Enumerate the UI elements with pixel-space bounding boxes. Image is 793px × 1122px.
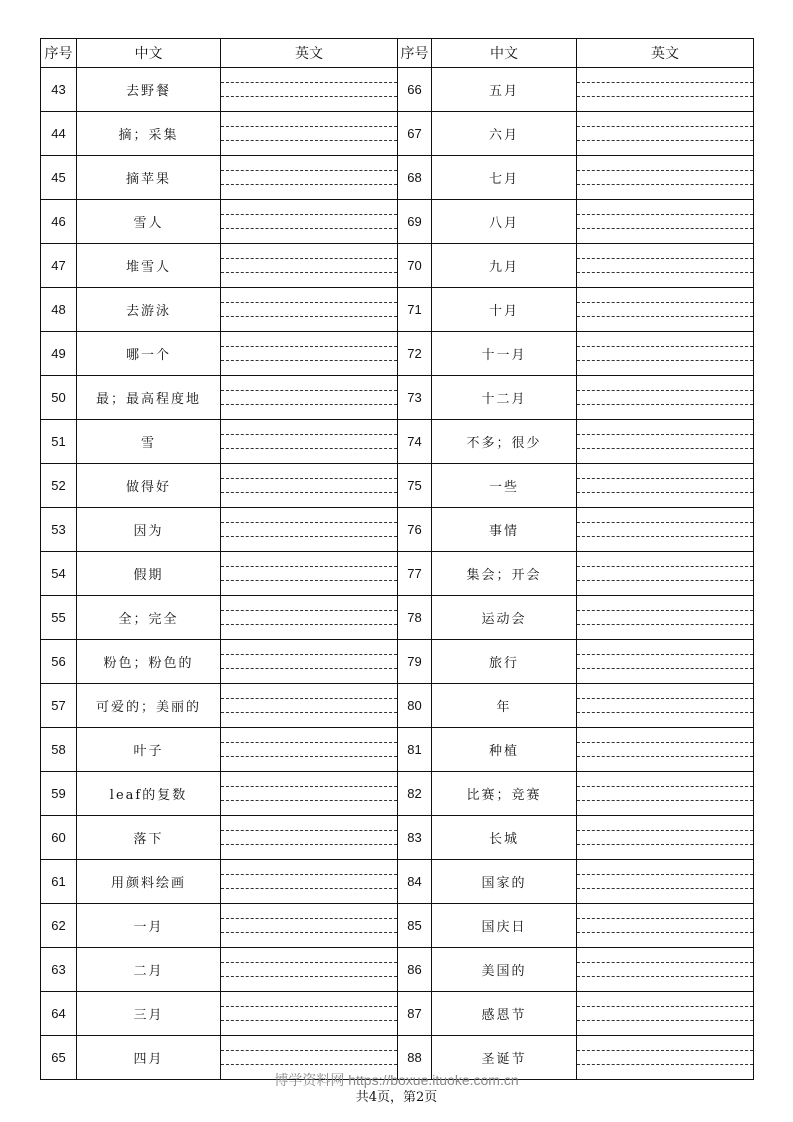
english-answer-blank[interactable] xyxy=(577,68,754,112)
chinese-term: 二月 xyxy=(77,948,221,992)
dashed-writing-line xyxy=(577,566,753,567)
dashed-writing-line xyxy=(221,610,397,611)
english-answer-blank[interactable] xyxy=(577,728,754,772)
table-row xyxy=(41,728,754,772)
item-number: 65 xyxy=(41,1036,77,1080)
item-number: 69 xyxy=(398,200,432,244)
dashed-writing-line xyxy=(577,272,753,273)
dashed-writing-line xyxy=(221,580,397,581)
dashed-writing-line xyxy=(577,786,753,787)
chinese-term: 国家的 xyxy=(432,860,577,904)
dashed-writing-line xyxy=(221,434,397,435)
english-answer-blank[interactable] xyxy=(577,288,754,332)
item-number: 82 xyxy=(398,772,432,816)
dashed-writing-line xyxy=(221,962,397,963)
item-number: 86 xyxy=(398,948,432,992)
english-answer-blank[interactable] xyxy=(577,332,754,376)
dashed-writing-line xyxy=(577,522,753,523)
dashed-writing-line xyxy=(577,346,753,347)
english-answer-blank[interactable] xyxy=(577,904,754,948)
dashed-writing-line xyxy=(577,228,753,229)
table-row xyxy=(41,684,754,728)
chinese-term: 事情 xyxy=(432,508,577,552)
english-answer-blank[interactable] xyxy=(577,156,754,200)
dashed-writing-line xyxy=(577,800,753,801)
chinese-term: 一月 xyxy=(77,904,221,948)
dashed-writing-line xyxy=(577,536,753,537)
dashed-writing-line xyxy=(221,976,397,977)
dashed-writing-line xyxy=(221,126,397,127)
table-row xyxy=(41,288,754,332)
item-number: 47 xyxy=(41,244,77,288)
chinese-term: 十一月 xyxy=(432,332,577,376)
english-answer-blank[interactable] xyxy=(221,684,398,728)
dashed-writing-line xyxy=(577,390,753,391)
header-english-right: 英文 xyxy=(577,39,754,68)
item-number: 48 xyxy=(41,288,77,332)
dashed-writing-line xyxy=(221,272,397,273)
chinese-term: 十二月 xyxy=(432,376,577,420)
english-answer-blank[interactable] xyxy=(577,200,754,244)
english-answer-blank[interactable] xyxy=(577,992,754,1036)
english-answer-blank[interactable] xyxy=(577,684,754,728)
table-row xyxy=(41,860,754,904)
english-answer-blank[interactable] xyxy=(577,420,754,464)
page-info: 共4页，第2页 xyxy=(355,1090,438,1105)
dashed-writing-line xyxy=(221,756,397,757)
item-number: 74 xyxy=(398,420,432,464)
english-answer-blank[interactable] xyxy=(221,376,398,420)
item-number: 59 xyxy=(41,772,77,816)
item-number: 45 xyxy=(41,156,77,200)
english-answer-blank[interactable] xyxy=(577,376,754,420)
item-number: 68 xyxy=(398,156,432,200)
item-number: 66 xyxy=(398,68,432,112)
dashed-writing-line xyxy=(221,874,397,875)
chinese-term: 七月 xyxy=(432,156,577,200)
dashed-writing-line xyxy=(577,698,753,699)
item-number: 53 xyxy=(41,508,77,552)
item-number: 60 xyxy=(41,816,77,860)
chinese-term: 集会；开会 xyxy=(432,552,577,596)
dashed-writing-line xyxy=(577,976,753,977)
english-answer-blank[interactable] xyxy=(221,156,398,200)
table-row xyxy=(41,904,754,948)
dashed-writing-line xyxy=(221,654,397,655)
table-row xyxy=(41,772,754,816)
item-number: 56 xyxy=(41,640,77,684)
dashed-writing-line xyxy=(221,302,397,303)
dashed-writing-line xyxy=(221,800,397,801)
item-number: 72 xyxy=(398,332,432,376)
dashed-writing-line xyxy=(221,1050,397,1051)
chinese-term: 假期 xyxy=(77,552,221,596)
dashed-writing-line xyxy=(221,830,397,831)
dashed-writing-line xyxy=(221,624,397,625)
item-number: 75 xyxy=(398,464,432,508)
dashed-writing-line xyxy=(577,1020,753,1021)
english-answer-blank[interactable] xyxy=(577,596,754,640)
chinese-term: 做得好 xyxy=(77,464,221,508)
dashed-writing-line xyxy=(577,624,753,625)
item-number: 61 xyxy=(41,860,77,904)
table-row xyxy=(41,596,754,640)
vocabulary-table xyxy=(40,38,754,1080)
item-number: 71 xyxy=(398,288,432,332)
dashed-writing-line xyxy=(221,888,397,889)
chinese-term: 雪人 xyxy=(77,200,221,244)
table-row xyxy=(41,552,754,596)
english-answer-blank[interactable] xyxy=(577,816,754,860)
dashed-writing-line xyxy=(577,170,753,171)
chinese-term: 去游泳 xyxy=(77,288,221,332)
dashed-writing-line xyxy=(221,668,397,669)
english-answer-blank[interactable] xyxy=(221,596,398,640)
dashed-writing-line xyxy=(577,1006,753,1007)
dashed-writing-line xyxy=(221,228,397,229)
table-row xyxy=(41,816,754,860)
chinese-term: 八月 xyxy=(432,200,577,244)
chinese-term: 九月 xyxy=(432,244,577,288)
dashed-writing-line xyxy=(221,448,397,449)
watermark: 博学资料网 https://boxue.ituoke.com.cn xyxy=(274,1072,519,1088)
dashed-writing-line xyxy=(221,918,397,919)
chinese-term: 六月 xyxy=(432,112,577,156)
item-number: 87 xyxy=(398,992,432,1036)
dashed-writing-line xyxy=(221,844,397,845)
dashed-writing-line xyxy=(221,522,397,523)
header-num-right: 序号 xyxy=(398,39,432,68)
item-number: 51 xyxy=(41,420,77,464)
header-num-left: 序号 xyxy=(41,39,77,68)
chinese-term: 年 xyxy=(432,684,577,728)
dashed-writing-line xyxy=(221,566,397,567)
chinese-term: 国庆日 xyxy=(432,904,577,948)
dashed-writing-line xyxy=(221,96,397,97)
item-number: 85 xyxy=(398,904,432,948)
dashed-writing-line xyxy=(577,580,753,581)
chinese-term: 叶子 xyxy=(77,728,221,772)
dashed-writing-line xyxy=(221,184,397,185)
dashed-writing-line xyxy=(221,742,397,743)
item-number: 70 xyxy=(398,244,432,288)
dashed-writing-line xyxy=(577,756,753,757)
dashed-writing-line xyxy=(577,434,753,435)
dashed-writing-line xyxy=(577,360,753,361)
chinese-term: 摘苹果 xyxy=(77,156,221,200)
dashed-writing-line xyxy=(577,742,753,743)
dashed-writing-line xyxy=(221,390,397,391)
dashed-writing-line xyxy=(221,360,397,361)
table-row xyxy=(41,200,754,244)
item-number: 57 xyxy=(41,684,77,728)
dashed-writing-line xyxy=(221,492,397,493)
item-number: 79 xyxy=(398,640,432,684)
chinese-term: 圣诞节 xyxy=(432,1036,577,1080)
english-answer-blank[interactable] xyxy=(221,508,398,552)
dashed-writing-line xyxy=(577,96,753,97)
chinese-term: 粉色；粉色的 xyxy=(77,640,221,684)
dashed-writing-line xyxy=(577,126,753,127)
dashed-writing-line xyxy=(221,698,397,699)
dashed-writing-line xyxy=(577,962,753,963)
item-number: 80 xyxy=(398,684,432,728)
dashed-writing-line xyxy=(221,536,397,537)
dashed-writing-line xyxy=(577,316,753,317)
dashed-writing-line xyxy=(221,170,397,171)
table-row xyxy=(41,948,754,992)
chinese-term: 长城 xyxy=(432,816,577,860)
dashed-writing-line xyxy=(221,346,397,347)
chinese-term: 哪一个 xyxy=(77,332,221,376)
english-answer-blank[interactable] xyxy=(221,332,398,376)
table-row xyxy=(41,68,754,112)
dashed-writing-line xyxy=(221,712,397,713)
chinese-term: 美国的 xyxy=(432,948,577,992)
table-row xyxy=(41,508,754,552)
dashed-writing-line xyxy=(221,316,397,317)
chinese-term: 四月 xyxy=(77,1036,221,1080)
dashed-writing-line xyxy=(577,140,753,141)
english-answer-blank[interactable] xyxy=(221,420,398,464)
chinese-term: 运动会 xyxy=(432,596,577,640)
english-answer-blank[interactable] xyxy=(221,68,398,112)
item-number: 88 xyxy=(398,1036,432,1080)
item-number: 84 xyxy=(398,860,432,904)
english-answer-blank[interactable] xyxy=(221,640,398,684)
item-number: 83 xyxy=(398,816,432,860)
chinese-term: 堆雪人 xyxy=(77,244,221,288)
dashed-writing-line xyxy=(577,918,753,919)
item-number: 64 xyxy=(41,992,77,1036)
header-chinese-left: 中文 xyxy=(77,39,221,68)
table-row xyxy=(41,332,754,376)
dashed-writing-line xyxy=(577,668,753,669)
dashed-writing-line xyxy=(221,214,397,215)
chinese-term: 用颜料绘画 xyxy=(77,860,221,904)
dashed-writing-line xyxy=(577,258,753,259)
chinese-term: 五月 xyxy=(432,68,577,112)
chinese-term: 比赛；竞赛 xyxy=(432,772,577,816)
english-answer-blank[interactable] xyxy=(577,948,754,992)
chinese-term: 三月 xyxy=(77,992,221,1036)
item-number: 76 xyxy=(398,508,432,552)
chinese-term: 一些 xyxy=(432,464,577,508)
english-answer-blank[interactable] xyxy=(577,772,754,816)
english-answer-blank[interactable] xyxy=(221,288,398,332)
chinese-term: 可爱的；美丽的 xyxy=(77,684,221,728)
table-body xyxy=(41,68,754,1080)
english-answer-blank[interactable] xyxy=(221,904,398,948)
chinese-term: 雪 xyxy=(77,420,221,464)
item-number: 43 xyxy=(41,68,77,112)
english-answer-blank[interactable] xyxy=(577,640,754,684)
item-number: 62 xyxy=(41,904,77,948)
english-answer-blank[interactable] xyxy=(221,992,398,1036)
english-answer-blank[interactable] xyxy=(577,508,754,552)
table-row xyxy=(41,640,754,684)
dashed-writing-line xyxy=(221,786,397,787)
english-answer-blank[interactable] xyxy=(221,552,398,596)
dashed-writing-line xyxy=(221,1064,397,1065)
english-answer-blank[interactable] xyxy=(577,552,754,596)
english-answer-blank[interactable] xyxy=(221,112,398,156)
item-number: 44 xyxy=(41,112,77,156)
chinese-term: 全；完全 xyxy=(77,596,221,640)
english-answer-blank[interactable] xyxy=(221,728,398,772)
dashed-writing-line xyxy=(221,1006,397,1007)
dashed-writing-line xyxy=(577,214,753,215)
item-number: 78 xyxy=(398,596,432,640)
table-row xyxy=(41,112,754,156)
item-number: 58 xyxy=(41,728,77,772)
chinese-term: 最；最高程度地 xyxy=(77,376,221,420)
item-number: 55 xyxy=(41,596,77,640)
item-number: 54 xyxy=(41,552,77,596)
dashed-writing-line xyxy=(577,932,753,933)
dashed-writing-line xyxy=(577,1064,753,1065)
dashed-writing-line xyxy=(577,1050,753,1051)
english-answer-blank[interactable] xyxy=(221,948,398,992)
item-number: 81 xyxy=(398,728,432,772)
english-answer-blank[interactable] xyxy=(221,860,398,904)
dashed-writing-line xyxy=(577,184,753,185)
dashed-writing-line xyxy=(577,302,753,303)
dashed-writing-line xyxy=(221,82,397,83)
chinese-term: leaf的复数 xyxy=(77,772,221,816)
chinese-term: 因为 xyxy=(77,508,221,552)
dashed-writing-line xyxy=(577,492,753,493)
table-row xyxy=(41,376,754,420)
item-number: 49 xyxy=(41,332,77,376)
dashed-writing-line xyxy=(577,712,753,713)
dashed-writing-line xyxy=(221,140,397,141)
english-answer-blank[interactable] xyxy=(577,112,754,156)
dashed-writing-line xyxy=(577,654,753,655)
item-number: 77 xyxy=(398,552,432,596)
english-answer-blank[interactable] xyxy=(221,244,398,288)
header-english-left: 英文 xyxy=(221,39,398,68)
chinese-term: 旅行 xyxy=(432,640,577,684)
english-answer-blank[interactable] xyxy=(221,464,398,508)
dashed-writing-line xyxy=(221,1020,397,1021)
english-answer-blank[interactable] xyxy=(577,244,754,288)
table-row xyxy=(41,420,754,464)
dashed-writing-line xyxy=(577,830,753,831)
dashed-writing-line xyxy=(221,258,397,259)
table-row xyxy=(41,992,754,1036)
dashed-writing-line xyxy=(577,888,753,889)
english-answer-blank[interactable] xyxy=(577,464,754,508)
table-row xyxy=(41,464,754,508)
dashed-writing-line xyxy=(221,932,397,933)
dashed-writing-line xyxy=(577,404,753,405)
dashed-writing-line xyxy=(221,478,397,479)
dashed-writing-line xyxy=(577,478,753,479)
table-header-row xyxy=(41,39,754,68)
dashed-writing-line xyxy=(577,844,753,845)
chinese-term: 不多；很少 xyxy=(432,420,577,464)
dashed-writing-line xyxy=(577,448,753,449)
english-answer-blank[interactable] xyxy=(221,772,398,816)
dashed-writing-line xyxy=(577,82,753,83)
dashed-writing-line xyxy=(577,610,753,611)
chinese-term: 种植 xyxy=(432,728,577,772)
item-number: 73 xyxy=(398,376,432,420)
item-number: 67 xyxy=(398,112,432,156)
english-answer-blank[interactable] xyxy=(577,860,754,904)
item-number: 50 xyxy=(41,376,77,420)
item-number: 52 xyxy=(41,464,77,508)
item-number: 46 xyxy=(41,200,77,244)
chinese-term: 十月 xyxy=(432,288,577,332)
header-chinese-right: 中文 xyxy=(432,39,577,68)
dashed-writing-line xyxy=(577,874,753,875)
table-row xyxy=(41,156,754,200)
english-answer-blank[interactable] xyxy=(221,200,398,244)
english-answer-blank[interactable] xyxy=(221,816,398,860)
dashed-writing-line xyxy=(221,404,397,405)
table-row xyxy=(41,244,754,288)
item-number: 63 xyxy=(41,948,77,992)
chinese-term: 落下 xyxy=(77,816,221,860)
chinese-term: 感恩节 xyxy=(432,992,577,1036)
chinese-term: 摘；采集 xyxy=(77,112,221,156)
chinese-term: 去野餐 xyxy=(77,68,221,112)
